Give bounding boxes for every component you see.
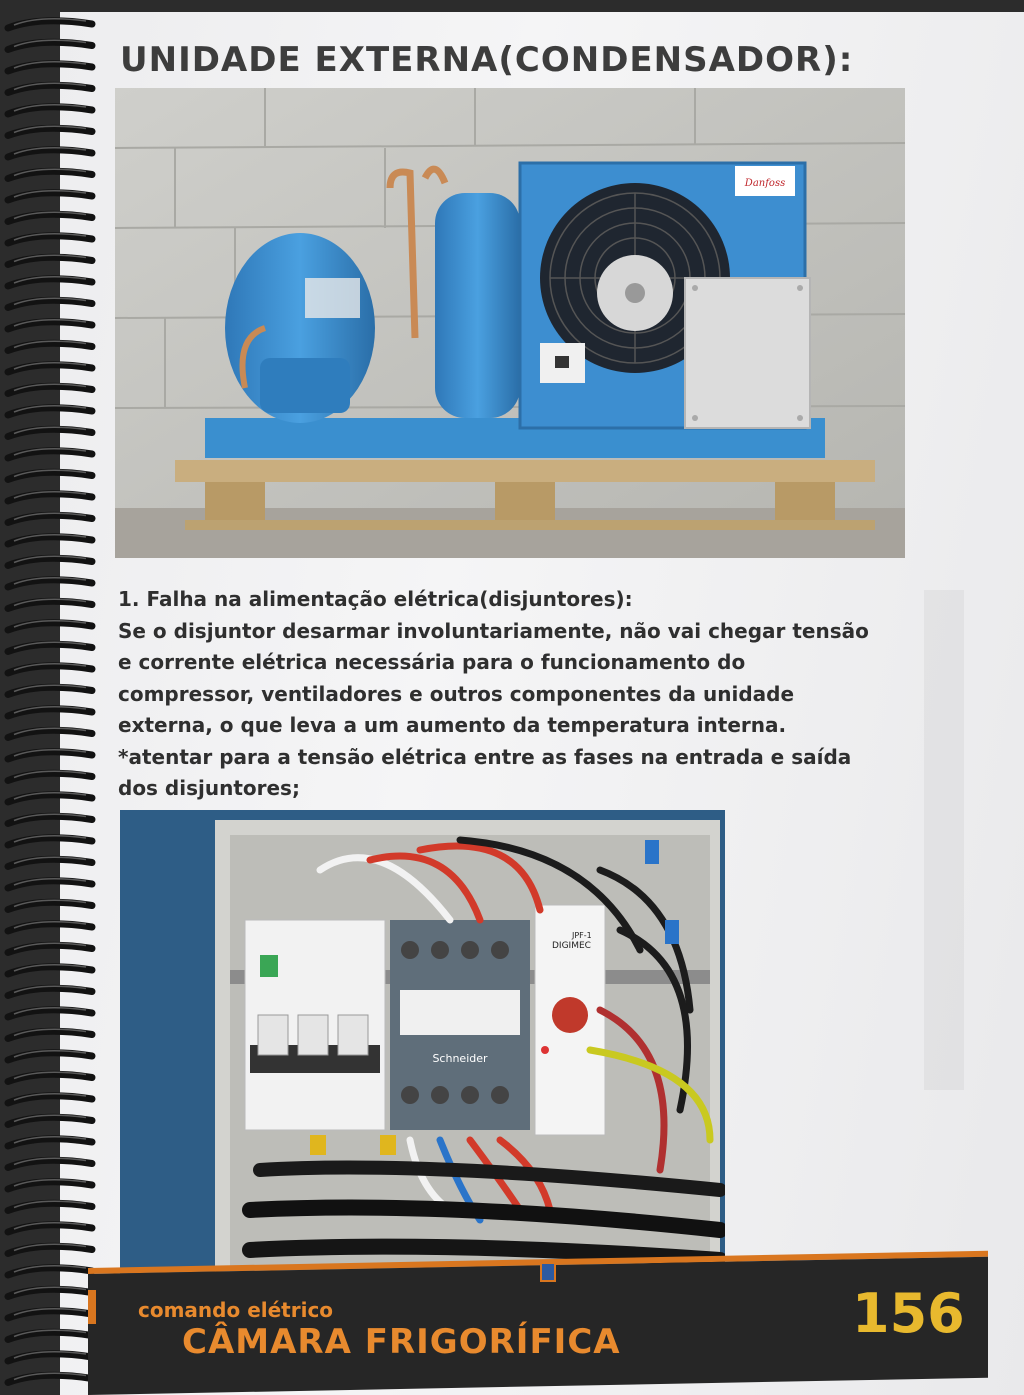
spiral-coil	[8, 1203, 92, 1210]
spiral-coil	[8, 859, 92, 866]
spiral-coil	[8, 730, 92, 737]
spiral-coil	[8, 558, 92, 565]
spiral-coil	[8, 128, 92, 135]
danfoss-brand-tag: Danfoss	[744, 178, 786, 189]
section-line: compressor, ventiladores e outros componentes da unidade	[118, 681, 795, 706]
spiral-coil	[8, 1182, 92, 1189]
spiral-coil	[8, 171, 92, 178]
spiral-coil	[8, 1225, 92, 1232]
failure-section	[118, 584, 908, 805]
spiral-coil	[8, 85, 92, 92]
spiral-coil	[8, 601, 92, 608]
spiral-coil	[8, 279, 92, 286]
spiral-coil	[8, 644, 92, 651]
section-line: Se o disjuntor desarmar involuntariamente, não vai chegar tensão	[118, 618, 869, 643]
spiral-coil	[8, 214, 92, 221]
spiral-coil	[8, 1268, 92, 1275]
spiral-coil	[8, 945, 92, 952]
spiral-coil	[8, 967, 92, 974]
footer-title: CÂMARA FRIGORÍFICA	[182, 1322, 621, 1362]
electrical-panel-photo	[120, 810, 725, 1288]
spiral-binding	[0, 0, 110, 1395]
spiral-coil	[8, 902, 92, 909]
section-line: *atentar para a tensão elétrica entre as fases na entrada e saída	[118, 744, 852, 769]
spiral-coil	[8, 816, 92, 823]
spiral-coil	[8, 988, 92, 995]
spiral-coil	[8, 365, 92, 372]
spiral-coil	[8, 773, 92, 780]
section-heading: 1. Falha na alimentação elétrica(disjuntores):	[118, 587, 633, 611]
spiral-coil	[8, 408, 92, 415]
spiral-coil	[8, 42, 92, 49]
spiral-coil	[8, 451, 92, 458]
spiral-coil	[8, 1311, 92, 1318]
spiral-coil	[8, 257, 92, 264]
spiral-coil	[8, 752, 92, 759]
spiral-coil	[8, 300, 92, 307]
spiral-coil	[8, 709, 92, 716]
spiral-coil	[8, 1010, 92, 1017]
footer-subtitle: comando elétrico	[138, 1298, 334, 1322]
section-line: dos disjuntores;	[118, 776, 300, 800]
footer-tab	[88, 1290, 96, 1324]
spiral-coil	[8, 1096, 92, 1103]
spiral-coil	[8, 1375, 92, 1382]
page-shadow	[924, 590, 964, 1090]
spiral-coil	[8, 795, 92, 802]
spiral-coil	[8, 472, 92, 479]
spiral-coil	[8, 515, 92, 522]
spiral-coil	[8, 580, 92, 587]
page-title: UNIDADE EXTERNA(CONDENSADOR):	[120, 40, 854, 80]
spiral-coil	[8, 1354, 92, 1361]
section-line: e corrente elétrica necessária para o funcionamento do	[118, 650, 746, 674]
spiral-coil	[8, 1074, 92, 1081]
page-number: 156	[852, 1282, 965, 1345]
spiral-coil	[8, 924, 92, 931]
spiral-coil	[8, 1289, 92, 1296]
section-line: externa, o que leva a um aumento da temperatura interna.	[118, 713, 787, 737]
footer-marker	[540, 1262, 556, 1282]
spiral-coil	[8, 193, 92, 200]
relay-model-label: JPF-1	[572, 931, 592, 940]
spiral-coil	[8, 1332, 92, 1339]
spiral-coil	[8, 236, 92, 243]
spiral-coil	[8, 623, 92, 630]
spiral-coil	[8, 1246, 92, 1253]
spiral-coil	[8, 666, 92, 673]
spiral-coil	[8, 1053, 92, 1060]
schneider-label: Schneider	[432, 1052, 488, 1065]
digimec-label: DIGIMEC	[552, 941, 591, 951]
spiral-coil	[8, 494, 92, 501]
spiral-coil	[8, 386, 92, 393]
spiral-coil	[8, 1117, 92, 1124]
spiral-coil	[8, 881, 92, 888]
spiral-coil	[8, 150, 92, 157]
spiral-coil	[8, 1031, 92, 1038]
spiral-coil	[8, 21, 92, 28]
spiral-coil	[8, 107, 92, 114]
spiral-coil	[8, 687, 92, 694]
spiral-coil	[8, 537, 92, 544]
spiral-coil	[8, 343, 92, 350]
spiral-coil	[8, 322, 92, 329]
spiral-coil	[8, 64, 92, 71]
spiral-coil	[8, 838, 92, 845]
spiral-coil	[8, 429, 92, 436]
spiral-coil	[8, 1139, 92, 1146]
condensing-unit-photo	[115, 88, 905, 558]
spiral-coil	[8, 1160, 92, 1167]
